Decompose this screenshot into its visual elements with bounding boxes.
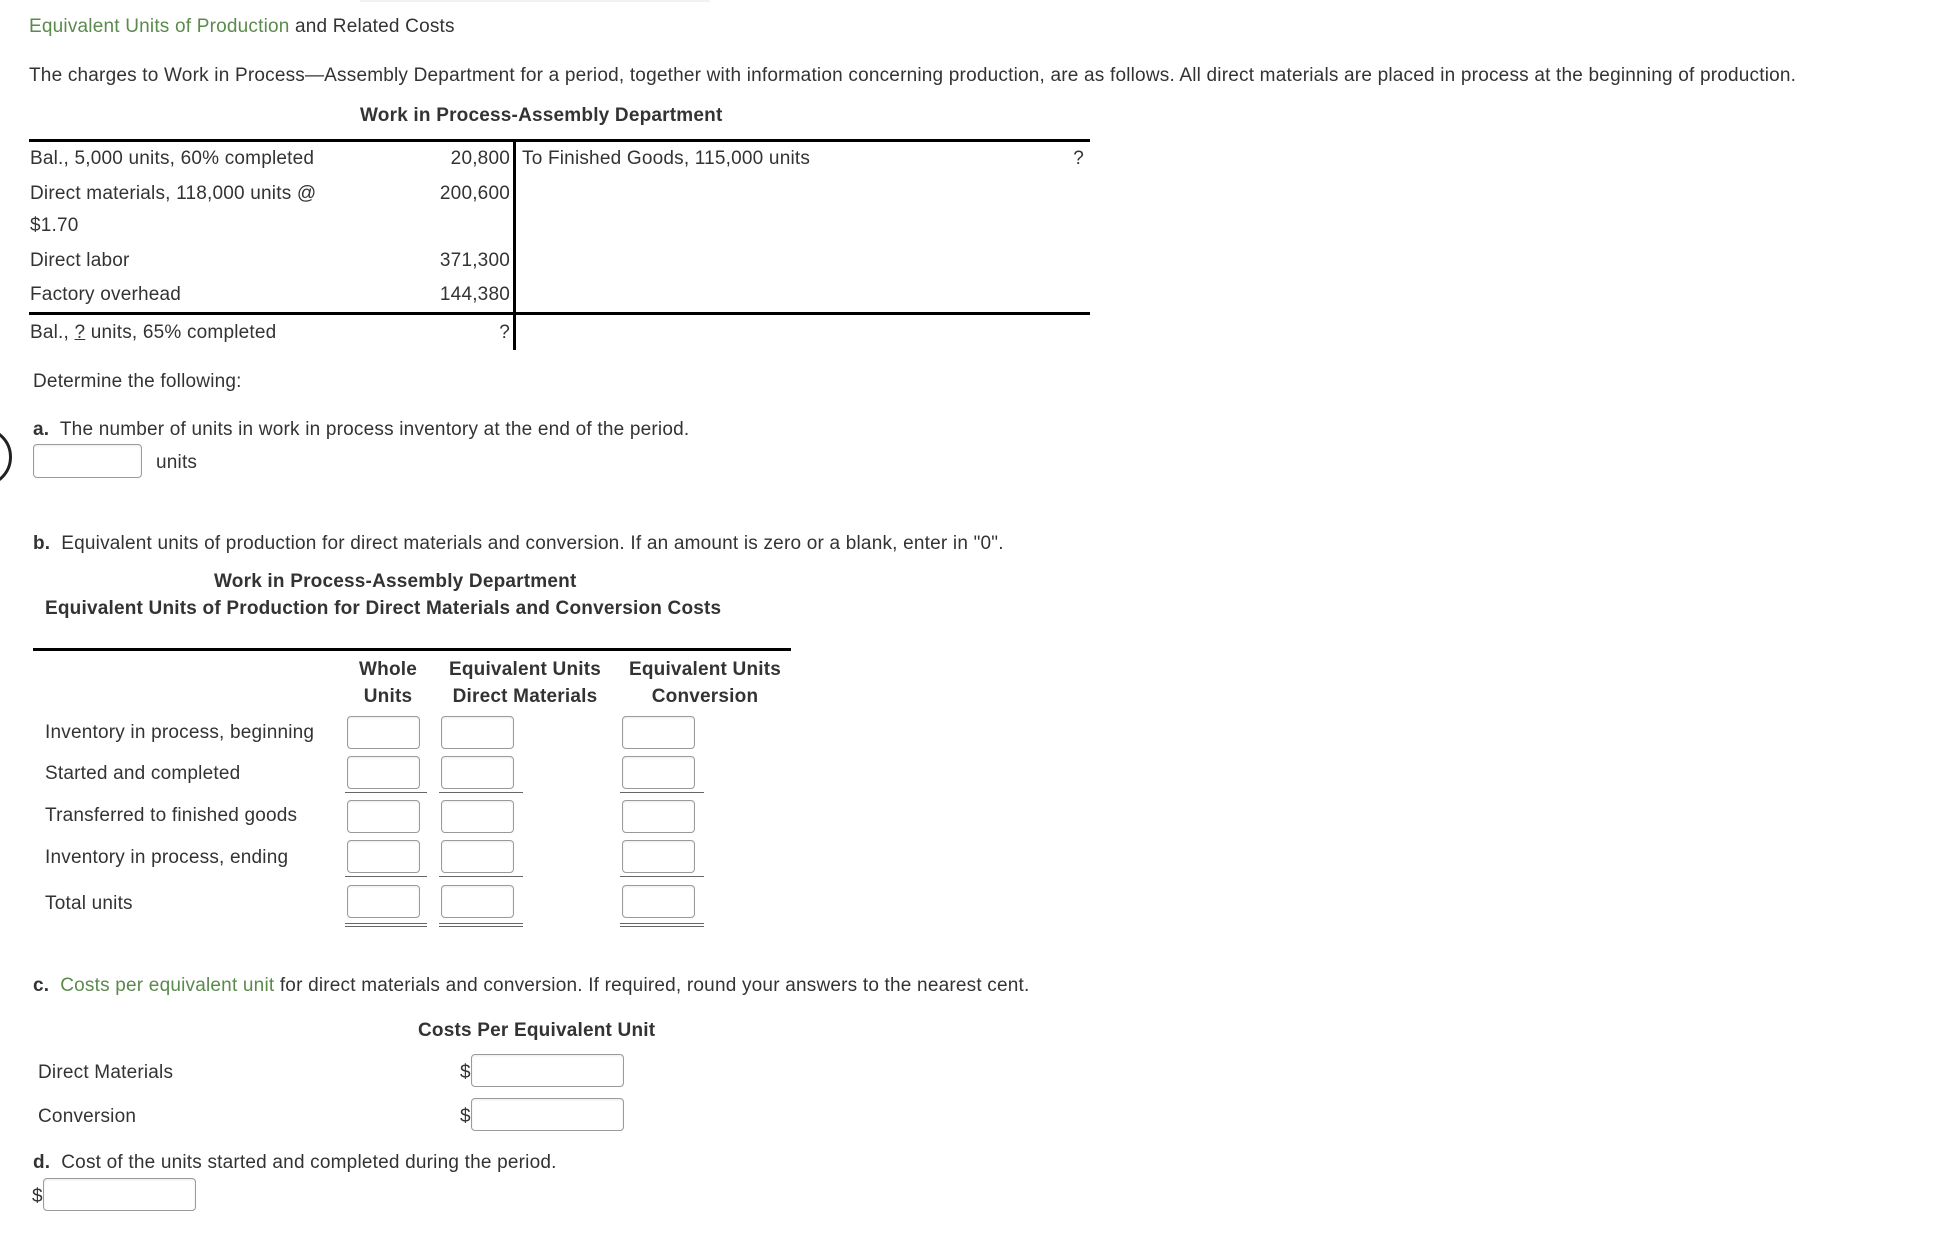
debit-label-beginning: Bal., 5,000 units, 60% completed (30, 148, 315, 169)
credit-label: To Finished Goods, 115,000 units (522, 148, 811, 169)
eu-conversion-transferred-input[interactable] (622, 800, 695, 833)
part-b-letter: b. (33, 533, 51, 554)
whole-units-started-input[interactable] (347, 756, 420, 789)
part-b-prompt (33, 533, 1004, 555)
part-c-letter: c. (33, 975, 50, 996)
whole-units-ending-input[interactable] (347, 840, 420, 873)
part-d-text: Cost of the units started and completed during the period. (61, 1152, 557, 1173)
part-a-prompt (33, 419, 689, 441)
whole-units-total-input[interactable] (347, 885, 420, 918)
units-label: units (156, 452, 198, 473)
cost-completed-currency: $ (32, 1186, 43, 1207)
row-label-ending-inventory: Inventory in process, ending (45, 847, 289, 868)
eu-materials-total-input[interactable] (441, 885, 514, 918)
eu-conversion-total-rule (620, 876, 704, 877)
eu-materials-double-rule (439, 923, 523, 927)
eu-materials-subtotal-rule (439, 792, 523, 793)
eu-conversion-subtotal-rule (620, 792, 704, 793)
row-label-beginning-inventory: Inventory in process, beginning (45, 722, 315, 743)
eu-materials-transferred-input[interactable] (441, 800, 514, 833)
t-account-top-rule (29, 139, 1090, 142)
title-link[interactable]: Equivalent Units of Production (29, 16, 290, 37)
debit-amount-overhead: 144,380 (439, 284, 510, 305)
debit-label-materials-line1: Direct materials, 118,000 units @ (30, 183, 317, 204)
whole-units-total-rule (345, 876, 427, 877)
determine-text: Determine the following: (33, 371, 242, 392)
part-d-letter: d. (33, 1152, 51, 1173)
debit-amount-materials: 200,600 (439, 183, 510, 204)
side-circle-icon (0, 427, 12, 487)
whole-units-transferred-input[interactable] (347, 800, 420, 833)
t-account-center-rule (513, 141, 516, 350)
eu-table-top-rule (33, 648, 791, 651)
debit-label-overhead: Factory overhead (30, 284, 182, 305)
whole-units-double-rule (345, 923, 427, 927)
col-header-whole-units: Whole Units (359, 659, 417, 707)
row-label-started-completed: Started and completed (45, 763, 241, 784)
col-header-eu-conversion: Equivalent Units Conversion (628, 659, 782, 707)
cost-started-completed-input[interactable] (43, 1178, 196, 1211)
part-a-letter: a. (33, 419, 50, 440)
whole-units-beginning-input[interactable] (347, 716, 420, 749)
debit-label-materials-line2: $1.70 (30, 215, 79, 236)
eu-conversion-total-input[interactable] (622, 885, 695, 918)
col-header-eu-materials: Equivalent Units Direct Materials (448, 659, 602, 707)
ending-units-input[interactable] (33, 444, 142, 478)
cost-row-label-conversion: Conversion (38, 1106, 137, 1127)
cost-per-eu-conversion-input[interactable] (471, 1098, 624, 1131)
intro-text: The charges to Work in Process—Assembly Department for a period, together with information concerning production, are as follows. All direct materials are placed in process at the beginning of production. (29, 65, 1797, 86)
eu-conversion-double-rule (620, 923, 704, 927)
cost-currency-conversion: $ (460, 1106, 471, 1127)
debit-amount-beginning: 20,800 (450, 148, 510, 169)
eu-table-subtitle: Equivalent Units of Production for Direct Materials and Conversion Costs (45, 598, 722, 619)
ending-balance-label: Bal., ? units, 65% completed (30, 322, 277, 343)
part-d-prompt (33, 1152, 557, 1174)
t-account-balance-rule (29, 312, 1090, 315)
eu-conversion-ending-input[interactable] (622, 840, 695, 873)
row-label-total-units: Total units (45, 893, 133, 914)
ending-balance-amount: ? (499, 322, 510, 343)
part-c-link[interactable]: Costs per equivalent unit (60, 975, 275, 996)
cost-row-label-materials: Direct Materials (38, 1062, 174, 1083)
whole-units-subtotal-rule (345, 792, 427, 793)
eu-conversion-started-input[interactable] (622, 756, 695, 789)
eu-conversion-beginning-input[interactable] (622, 716, 695, 749)
eu-materials-total-rule (439, 876, 523, 877)
cost-per-eu-title: Costs Per Equivalent Unit (418, 1020, 656, 1041)
ending-units-unknown: ? (74, 322, 86, 343)
part-b-text: Equivalent units of production for direct materials and conversion. If an amount is zero or a blank, enter in "0". (61, 533, 1004, 554)
t-account-title: Work in Process-Assembly Department (360, 105, 723, 126)
row-label-transferred: Transferred to finished goods (45, 805, 298, 826)
cost-currency-materials: $ (460, 1062, 471, 1083)
part-a-text: The number of units in work in process inventory at the end of the period. (59, 419, 690, 440)
part-c-text: for direct materials and conversion. If required, round your answers to the nearest cent. (274, 975, 1030, 996)
part-c-prompt (33, 975, 1030, 997)
eu-materials-started-input[interactable] (441, 756, 514, 789)
page-title (29, 16, 455, 38)
eu-materials-beginning-input[interactable] (441, 716, 514, 749)
top-divider (360, 0, 710, 2)
cost-per-eu-materials-input[interactable] (471, 1054, 624, 1087)
eu-materials-ending-input[interactable] (441, 840, 514, 873)
debit-label-labor: Direct labor (30, 250, 130, 271)
credit-amount: ? (1073, 148, 1084, 169)
debit-amount-labor: 371,300 (439, 250, 510, 271)
eu-table-title: Work in Process-Assembly Department (214, 571, 577, 592)
title-rest: and Related Costs (289, 16, 455, 37)
